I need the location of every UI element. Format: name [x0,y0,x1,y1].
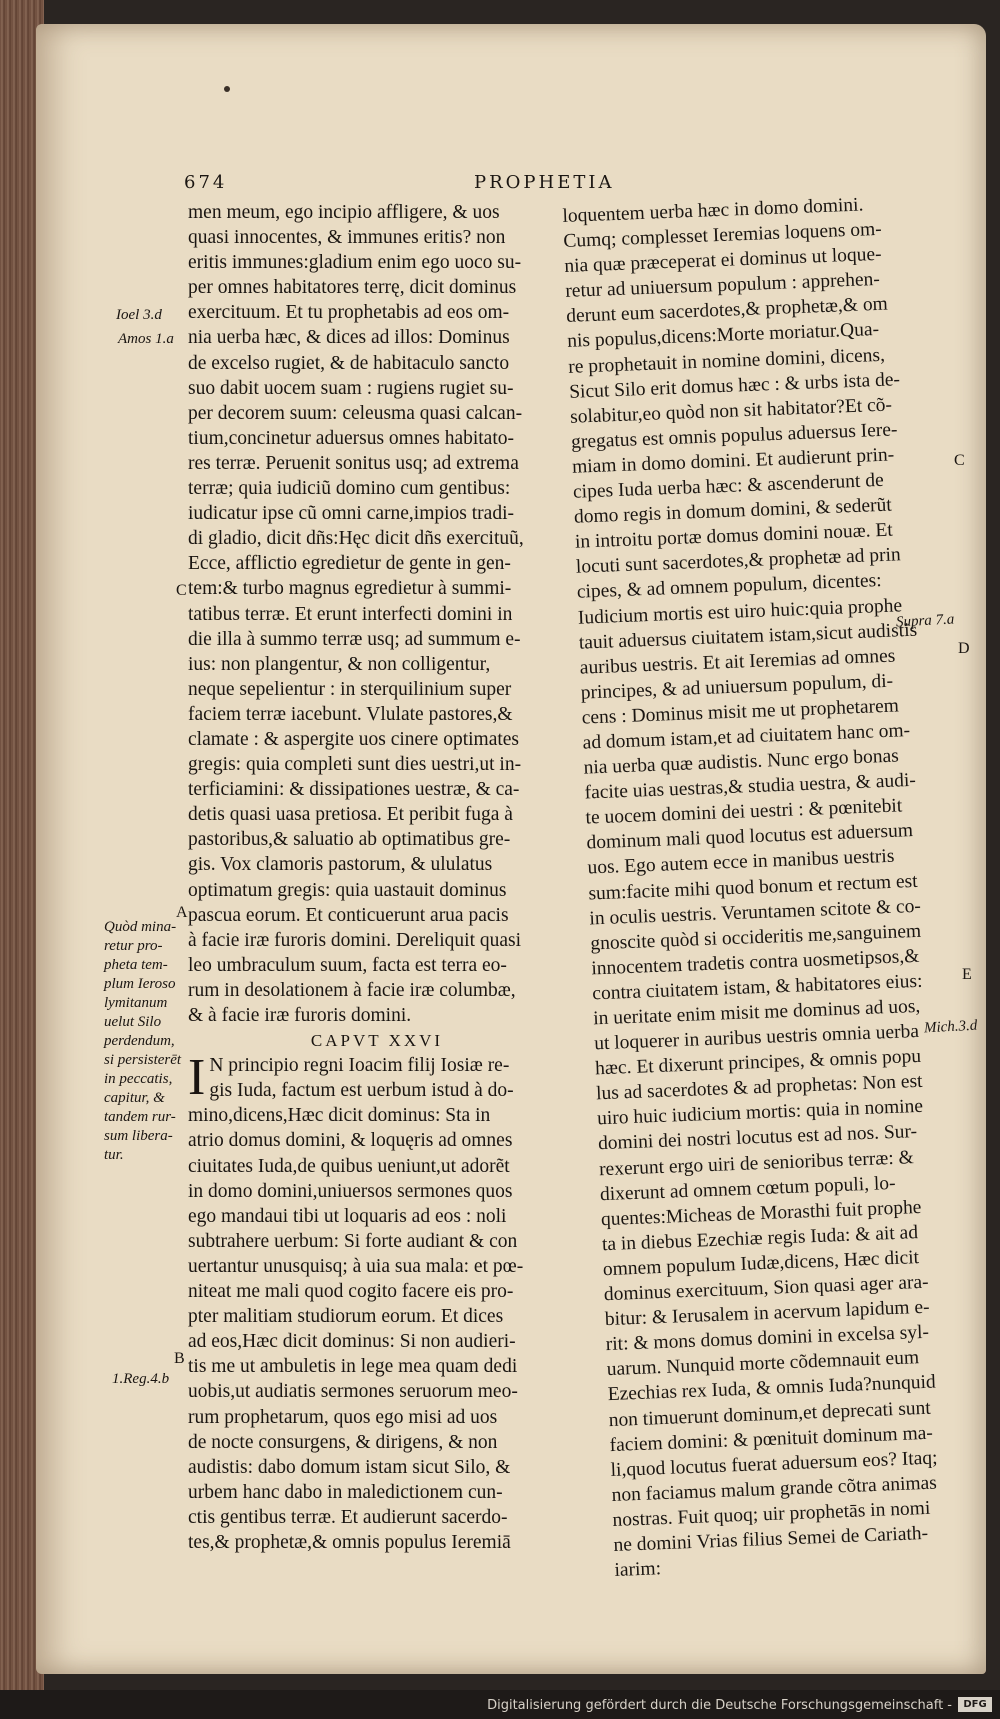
text-line: & à facie iræ furoris domini. [188,1005,412,1026]
text-line: terræ; quia iudiciũ domino cum gentibus: [188,478,511,500]
text-line: quasi innocentes, & immunes eritis? non [188,227,506,249]
text-line: loquentem uerba hæc in domo domini. [562,194,864,227]
text-line: nia uerba hæc, & dices ad illos: Dominus [188,327,510,349]
text-line: derunt eum sacerdotes,& prophetæ,& om [565,293,889,328]
text-line: optimatum gregis: quia uastauit dominus [188,879,507,901]
text-line: rit: & mons domus domini in excelsa syl- [605,1321,930,1356]
margin-summary-line: perdendum, [104,1033,175,1049]
text-line: uertantur unusquisq; à uia sua mala: et pœ- [188,1255,524,1277]
text-line: uiro huic iudicium mortis: quia in nomine [596,1096,924,1130]
text-line: faciem domini: & pœnituit dominum ma- [609,1422,934,1456]
text-line: auribus uestris. Et ait Ieremias ad omnes [579,645,896,679]
text-line: li,quod locutus fuerat aduersum eos? Itaq; [610,1447,938,1481]
text-line: nis populus,dicens:Morte moriatur.Qua- [566,319,880,353]
text-line: in ueritate enim misit me dominus ad uos, [592,995,921,1030]
text-line: tium,concinetur aduersus omnes habitato- [188,427,514,449]
text-line: ius: non plangentur, & non colligentur, [188,653,491,675]
text-line: uarum. Nunquid morte cõdemnauit eum [606,1347,920,1381]
digitization-footer [0,1690,1000,1719]
text-line: iarim: [614,1558,662,1582]
text-line: domo regis in domum domini, & sederũt [573,494,893,528]
text-line: uos. Ego autem ecce in manibus uestris [587,846,895,879]
text-line: rum prophetarum, quos ego misi ad uos [188,1406,498,1428]
text-line: de nocte consurgens, & dirigens, & non [188,1431,498,1453]
text-line: men meum, ego incipio affligere, & uos [188,202,500,223]
text-line: domini dei nostri locutus est ad nos. Sur- [597,1121,918,1155]
margin-summary-line: plum Ieroso [104,976,176,992]
margin-marker-d: D [958,640,970,657]
text-line: non timuerunt dominum,et deprecati sunt [608,1397,932,1431]
text-line: niteat me mali quod cogito facere eis pro- [188,1281,514,1303]
text-line: in introitu portæ domus domini nouæ. Et [574,519,894,553]
text-line: gis. Vox clamoris pastorum, & ululatus [188,854,493,876]
text-line: te uocem domini dei uestri : & pœnitebit [585,795,903,829]
margin-ref-amos: Amos 1.a [118,331,174,347]
right-column-lines [562,189,1000,1583]
footer-credit: Digitalisierung gefördert durch die Deutsche Forschungsgemeinschaft - [487,1698,952,1713]
text-line: ne domini Vrias filius Semei de Cariath- [613,1522,929,1556]
text-line: bitur: & Ierusalem in acervum lapidum e- [604,1296,930,1331]
text-line: ad domum istam,et ad ciuitatem hanc om- [582,720,911,754]
text-line: hæc. Et dixerunt principes, & omnis popu [594,1046,922,1080]
text-line: eritis immunes:gladium enim ego uoco su- [188,252,522,274]
right-text-column [562,189,1000,1583]
text-line: nia quæ præceperat ei dominus ut loque- [564,243,882,278]
text-line: clamate : & aspergite uos cinere optimates [188,728,520,750]
text-line: leo umbraculum suum, facta est terra eo- [188,954,507,976]
left-text-column [188,200,566,1555]
text-line: nia uerba quæ audistis. Nunc ergo bonas [583,745,900,779]
text-line: pter malitiam studiorum eorum. Et dices [188,1306,504,1328]
text-line: detis quasi uasa pretiosa. Et peribit fuga à [188,804,513,826]
text-line: pastoribus,& saluatio ab optimatibus gre- [188,829,511,851]
margin-marker-e: E [962,966,972,983]
text-line: Iudicium mortis est uiro huic:quia prophe [577,594,903,629]
text-line: omnem populum Iudæ,dicens, Hæc dicit [602,1247,920,1281]
text-line: Ezechias rex Iuda, & omnis Iuda?nunquid [607,1371,937,1406]
text-line: ut loquerer in auribus uestris omnia uerba [593,1021,920,1055]
text-line: cens : Dominus misit me ut prophetarem [581,695,900,729]
text-line: ta in diebus Ezechiæ regis Iuda: & ait ad [601,1221,919,1256]
margin-summary-line: uelut Silo [104,1014,162,1030]
margin-summary-line: tur. [104,1147,124,1163]
chapter-opening [188,1049,566,1107]
text-line: solabitur,eo quòd non sit habitator?Et cõ- [569,394,893,428]
dfg-logo: DFG [958,1697,992,1712]
text-line: tatibus terræ. Et erunt interfecti domini in [188,603,513,625]
text-line: atrio domus domini, & loquęris ad omnes [188,1130,513,1152]
text-line: audistis: dabo domum istam sicut Silo, & [188,1456,511,1478]
text-line: neque sepelientur : in sterquilinium super [188,678,512,700]
text-line: ctis gentibus terræ. Et audierunt sacerdo- [188,1506,508,1528]
text-line: terficiamini: & dissipationes uestræ, & ca- [188,779,520,801]
margin-summary-line: sum libera- [104,1128,173,1144]
text-line: locuti sunt sacerdotes,& prophetæ ad prin [575,544,902,579]
text-line: contra ciuitatem istam, & habitatores eius: [591,970,923,1005]
margin-ref-supra: Supra 7.a [895,611,955,631]
text-line: cipes Iuda uerba hæc: & ascenderunt de [572,469,885,503]
text-line: re prophetauit in nomine domini, dicens, [567,344,886,378]
text-line: innocentem tradetis contra uosmetipsos,& [590,945,920,980]
text-line: gregis: quia completi sunt dies uestri,ut in- [188,754,522,776]
margin-marker-c-right: C [954,452,965,469]
text-line: exercituum. Et tu prophetabis ad eos om- [188,302,510,324]
text-line: dixerunt ad omnem cœtum populi, lo- [599,1172,896,1205]
text-line: res terræ. Peruenit sonitus usq; ad extrema [188,452,519,474]
margin-summary-line: tandem rur- [104,1109,176,1125]
margin-ref-reg: 1.Reg.4.b [112,1371,170,1387]
margin-marker-a: A [176,904,188,921]
text-line: die illa à summo terræ usq; ad summum e- [188,628,521,650]
text-line: sum:facite mihi quod bonum et rectum est [588,870,918,905]
text-line: dominus exercituum, Sion quasi ager ara- [603,1271,929,1306]
text-line: miam in domo domini. Et audierunt prin- [571,444,895,478]
text-line: subtrahere uerbum: Si forte audiant & con [188,1230,518,1252]
page-number: 674 [184,172,228,193]
text-line: in oculis uestris. Veruntamen scitote & co- [589,895,922,930]
text-line: tem:& turbo magnus egredietur à summi- [188,578,512,600]
drop-initial: I [188,1049,206,1107]
text-line: urbem hanc dabo in maledictionem cun- [188,1481,503,1503]
text-line: Ecce, afflictio egredietur de gente in gen- [188,553,511,575]
text-line: faciem terræ iacebunt. Vlulate pastores,& [188,703,513,725]
text-line: principes, & ad uniuersum populum, di- [580,670,894,704]
text-line: tauit aduersus ciuitatem istam,sicut audistis [578,619,918,654]
text-line: facite uias uestras,& studia uestra, & audi- [584,770,917,804]
text-line: rexerunt ergo uiri de senioribus terræ: & [598,1146,915,1180]
margin-summary-line: in peccatis, [104,1071,173,1087]
text-line: in domo domini,uniuersos sermones quos [188,1180,513,1202]
text-line: per omnes habitatores terrę, dicit dominus [188,277,517,299]
text-line: cipes, & ad omnem populum, dicentes: [576,570,883,604]
text-line: quentes:Micheas de Morasthi fuit prophe [600,1196,922,1230]
text-line: pascua eorum. Et conticuerunt arua pacis [188,904,509,926]
text-line: lus ad sacerdotes & ad prophetas: Non est [595,1071,923,1105]
text-line: à facie iræ furoris domini. Dereliquit quasi [188,929,522,951]
ink-spot [224,86,230,92]
text-line: non faciamus malum grande cõtra animas [611,1472,938,1506]
text-line: Sicut Silo erit domus hæc : & urbs ista de- [568,368,901,403]
margin-ref-joel: Ioel 3.d [116,307,162,323]
text-line: gnoscite quòd si occideritis me,sanguinem [590,920,922,955]
text-line: Cumq; complesset Ieremias loquens om- [563,218,883,253]
margin-summary-line: capitur, & [104,1090,165,1106]
margin-summary [104,918,181,1165]
text-line: gregatus est omnis populus aduersus Iere- [570,419,898,453]
text-line: suo dabit uocem suam : rugiens rugiet su- [188,377,514,399]
margin-marker-c: C [176,582,187,599]
text-line: mino,dicens,Hæc dicit dominus: Sta in [188,1105,491,1127]
running-title: PROPHETIA [474,172,615,193]
text-line: de excelso rugiet, & de habitaculo sancto [188,352,510,374]
text-line: di gladio, dicit dñs:Hęc dicit dñs exercituũ, [188,528,524,550]
text-line: per decorem suum: celeusma quasi calcan- [188,402,523,424]
left-column-after-lines [188,1103,566,1555]
margin-summary-line: retur pro- [104,938,163,954]
text-line: tes,& prophetæ,& omnis populus Ieremiā [188,1531,511,1553]
text-line: rum in desolationem à facie iræ columbæ, [188,979,516,1001]
text-line: N principio regni Ioacim filij Iosiæ re- [209,1055,510,1077]
text-line: ego mandaui tibi ut loquaris ad eos : noli [188,1205,507,1227]
text-line: nostras. Fuit quoq; uir prophetās in nomi [612,1497,931,1531]
text-line: retur ad uniuersum populum : apprehen- [564,269,881,303]
left-column-lines [188,200,566,1028]
text-line: iudicatur ipse cũ omni carne,impios tradi- [188,503,514,525]
margin-summary-line: lymitanum [104,995,168,1011]
margin-ref-mich: Mich.3.d [923,1017,978,1037]
margin-marker-b: B [174,1350,185,1367]
text-line: ad eos,Hæc dicit dominus: Si non audieri- [188,1331,516,1353]
text-line: uobis,ut audiatis sermones seruorum meo- [188,1381,518,1403]
text-line: tis me ut ambuletis in lege mea quam dedi [188,1356,518,1378]
margin-summary-line: si persisterēt [104,1052,182,1068]
chapter-heading: CAPVT XXVI [310,1031,444,1051]
text-line: dominum mali quod locutus est aduersum [586,820,914,854]
margin-summary-line: pheta tem- [104,957,168,973]
text-line: gis Iuda, factum est uerbum istud à do- [209,1080,514,1102]
margin-summary-line: Quòd mina- [104,919,177,935]
text-line: ciuitates Iuda,de quibus ueniunt,ut adorẽt [188,1155,510,1177]
